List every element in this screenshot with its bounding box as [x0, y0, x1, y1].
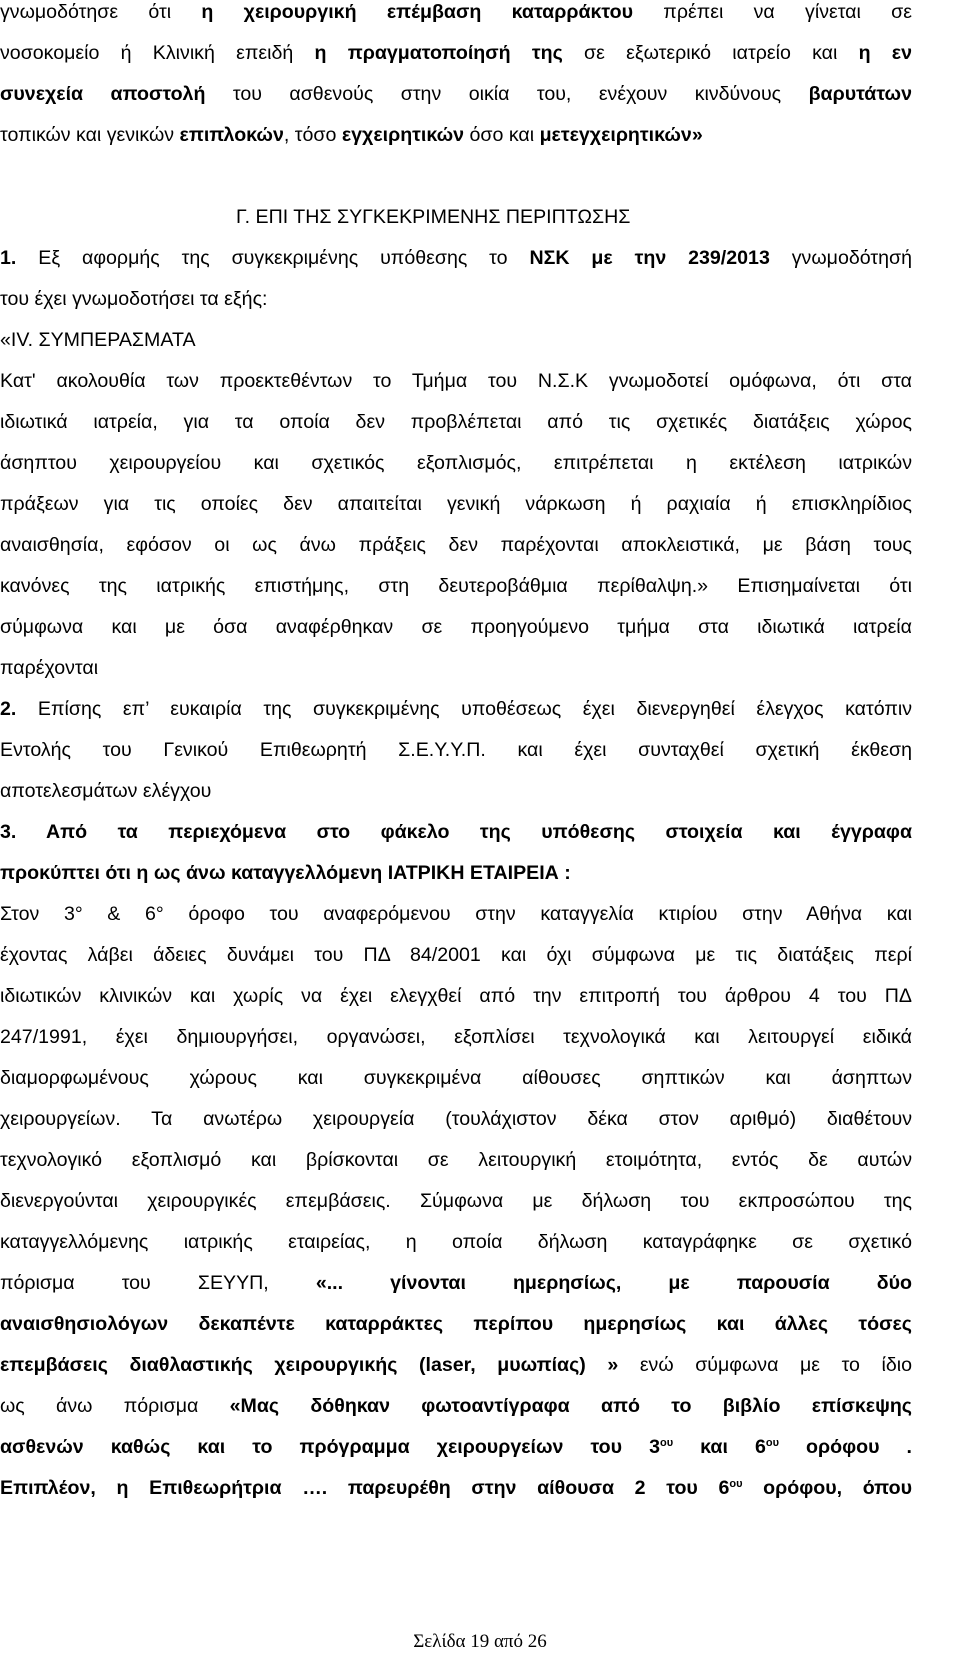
text-line: [0, 779, 912, 803]
text-run: διενεργούνται χειρουργικές επεμβάσεις. Σύμφωνα με δήλωση του εκπροσώπου της: [0, 1190, 912, 1212]
text-line: [0, 410, 912, 434]
text-run: του έχει γνωμοδοτήσει τα εξής:: [0, 288, 268, 310]
text-run: σύμφωνα και με όσα αναφέρθηκαν σε προηγούμενο τμήμα στα ιδιωτικά ιατρεία: [0, 616, 912, 638]
text-run: «IV. ΣΥΜΠΕΡΑΣΜΑΤΑ: [0, 329, 196, 351]
text-run: η πραγματοποίησή της: [314, 42, 563, 64]
text-line: [0, 738, 912, 762]
text-run: σε εξωτερικό ιατρείο και: [562, 42, 859, 64]
text-line: [0, 41, 912, 65]
text-run: ενώ σύμφωνα με το ίδιο: [618, 1354, 912, 1376]
text-line: [0, 287, 912, 311]
superscript-text: ου: [659, 1437, 674, 1449]
text-line: [0, 1230, 912, 1254]
text-run: μετεγχειρητικών»: [539, 124, 703, 146]
text-run: τοπικών και γενικών: [0, 124, 180, 146]
text-run: ιδιωτικών κλινικών και χωρίς να έχει ελεγχθεί από την επιτροπή του άρθρου 4 του ΠΔ: [0, 985, 912, 1007]
text-line: [0, 943, 912, 967]
text-run: ορόφου, όπου: [742, 1477, 912, 1499]
text-line: [0, 902, 912, 926]
text-line: [0, 82, 912, 106]
text-run: η χειρουργική επέμβαση καταρράκτου: [201, 1, 633, 23]
text-run: αναισθησία, εφόσον οι ως άνω πράξεις δεν παρέχονται αποκλειστικά, με βάση τους: [0, 534, 912, 556]
superscript-text: ου: [729, 1478, 743, 1490]
text-line: [0, 492, 912, 516]
text-run: Επίσης επ’ ευκαιρία της συγκεκριμένης υποθέσεως έχει διενεργηθεί έλεγχος κατόπιν: [16, 698, 912, 720]
text-run: του ασθενούς στην οικία του, ενέχουν κινδύνους: [205, 83, 809, 105]
text-run: Γ. ΕΠΙ ΤΗΣ ΣΥΓΚΕΚΡΙΜΕΝΗΣ ΠΕΡΙΠΤΩΣΗΣ: [236, 206, 631, 228]
text-line: [0, 1394, 912, 1418]
text-line: [0, 656, 912, 680]
text-run: και 6: [673, 1436, 766, 1458]
text-line: [0, 1271, 912, 1295]
text-run: πόρισμα του ΣΕΥΥΠ,: [0, 1272, 316, 1294]
text-line: [0, 861, 912, 885]
text-line: [0, 533, 912, 557]
text-run: παρέχονται: [0, 657, 99, 679]
text-line: [0, 574, 912, 598]
text-line: [0, 1435, 912, 1459]
text-run: καταγγελλόμενης ιατρικής εταιρείας, η οποία δήλωση καταγράφηκε σε σχετικό: [0, 1231, 912, 1253]
text-run: 247/1991, έχει δημιουργήσει, οργανώσει, εξοπλίσει τεχνολογικά και λειτουργεί ειδικά: [0, 1026, 912, 1048]
text-run: πράξεων για τις οποίες δεν απαιτείται γενική νάρκωση ή ραχιαία ή επισκληρίδιος: [0, 493, 912, 515]
text-line: [0, 369, 912, 393]
text-run: τεχνολογικό εξοπλισμό και βρίσκονται σε λειτουργική ετοιμότητα, εντός δε αυτών: [0, 1149, 912, 1171]
text-run: Εξ αφορμής της συγκεκριμένης υπόθεσης το: [16, 247, 530, 269]
text-line: [0, 1476, 912, 1500]
text-run: ΝΣΚ με την 239/2013: [529, 247, 770, 269]
text-run: ιδιωτικά ιατρεία, για τα οποία δεν προβλέπεται από τις σχετικές διατάξεις χώρος: [0, 411, 912, 433]
text-run: Στον 3° & 6° όροφο του αναφερόμενου στην καταγγελία κτιρίου στην Αθήνα και: [0, 903, 912, 925]
text-run: προκύπτει ότι η ως άνω καταγγελλόμενη ΙΑΤΡΙΚΗ ΕΤΑΙΡΕΙΑ :: [0, 862, 571, 884]
text-run: κανόνες της ιατρικής επιστήμης, στη δευτεροβάθμια περίθαλψη.» Επισημαίνεται ότι: [0, 575, 912, 597]
text-line: [0, 1353, 912, 1377]
text-run: συνεχεία αποστολή: [0, 83, 206, 105]
text-line: [0, 1066, 912, 1090]
text-line: [0, 1312, 912, 1336]
text-line: [0, 451, 912, 475]
text-run: επεμβάσεις διαθλαστικής χειρουργικής (laser, μυωπίας) »: [0, 1354, 619, 1376]
text-run: ασθενών καθώς και το πρόγραμμα χειρουργείων του 3: [0, 1436, 660, 1458]
text-run: Κατ' ακολουθία των προεκτεθέντων το Τμήμα του Ν.Σ.Κ γνωμοδοτεί ομόφωνα, ότι στα: [0, 370, 912, 392]
text-line: [0, 984, 912, 1008]
text-line: [0, 820, 912, 844]
text-run: «... γίνονται ημερησίως, με παρουσία δύο: [315, 1272, 912, 1294]
text-run: Εντολής του Γενικού Επιθεωρητή Σ.Ε.Υ.Υ.Π. και έχει συνταχθεί σχετική έκθεση: [0, 739, 912, 761]
text-run: νοσοκομείο ή Κλινική επειδή: [0, 42, 315, 64]
superscript-text: ου: [765, 1437, 779, 1449]
text-run: όσο και: [464, 124, 540, 146]
text-line: [0, 1025, 912, 1049]
text-run: έχοντας λάβει άδειες δυνάμει του ΠΔ 84/2001 και όχι σύμφωνα με τις διατάξεις περί: [0, 944, 912, 966]
text-run: ορόφου .: [779, 1436, 912, 1458]
text-line: [0, 0, 912, 24]
text-run: βαρυτάτων: [808, 83, 912, 105]
text-run: αναισθησιολόγων δεκαπέντε καταρράκτες περίπου ημερησίως και άλλες τόσες: [0, 1313, 912, 1335]
text-run: Επιπλέον, η Επιθεωρήτρια …. παρευρέθη στην αίθουσα 2 του 6: [0, 1477, 730, 1499]
text-run: «Μας δόθηκαν φωτοαντίγραφα από το βιβλίο επίσκεψης: [229, 1395, 912, 1417]
text-line: [0, 246, 912, 270]
text-line: [0, 123, 912, 147]
text-run: η εν: [858, 42, 913, 64]
text-run: , τόσο: [283, 124, 342, 146]
text-run: αποτελεσμάτων ελέγχου: [0, 780, 212, 802]
text-line: [0, 328, 912, 352]
text-run: 1.: [0, 247, 17, 269]
text-run: πρέπει να γίνεται σε: [633, 1, 912, 23]
text-run: χειρουργείων. Τα ανωτέρω χειρουργεία (τουλάχιστον δέκα στον αριθμό) διαθέτουν: [0, 1108, 912, 1130]
text-line: [0, 1189, 912, 1213]
section-heading: [236, 205, 960, 229]
text-run: εγχειρητικών: [341, 124, 465, 146]
text-line: [0, 615, 912, 639]
text-run: γνωμοδότησή: [769, 247, 912, 269]
text-run: ως άνω πόρισμα: [0, 1395, 230, 1417]
text-run: επιπλοκών: [179, 124, 284, 146]
text-run: 2.: [0, 698, 17, 720]
text-line: [0, 1148, 912, 1172]
page-number: Σελίδα 19 από 26: [413, 1631, 547, 1652]
text-run: άσηπτου χειρουργείου και σχετικός εξοπλισμός, επιτρέπεται η εκτέλεση ιατρικών: [0, 452, 912, 474]
text-run: γνωμοδότησε ότι: [0, 1, 202, 23]
text-line: [0, 697, 912, 721]
text-run: διαμορφωμένους χώρους και συγκεκριμένα αίθουσες σηπτικών και άσηπτων: [0, 1067, 912, 1089]
text-run: 3. Από τα περιεχόμενα στο φάκελο της υπόθεσης στοιχεία και έγγραφα: [0, 821, 912, 843]
text-line: [0, 1107, 912, 1131]
